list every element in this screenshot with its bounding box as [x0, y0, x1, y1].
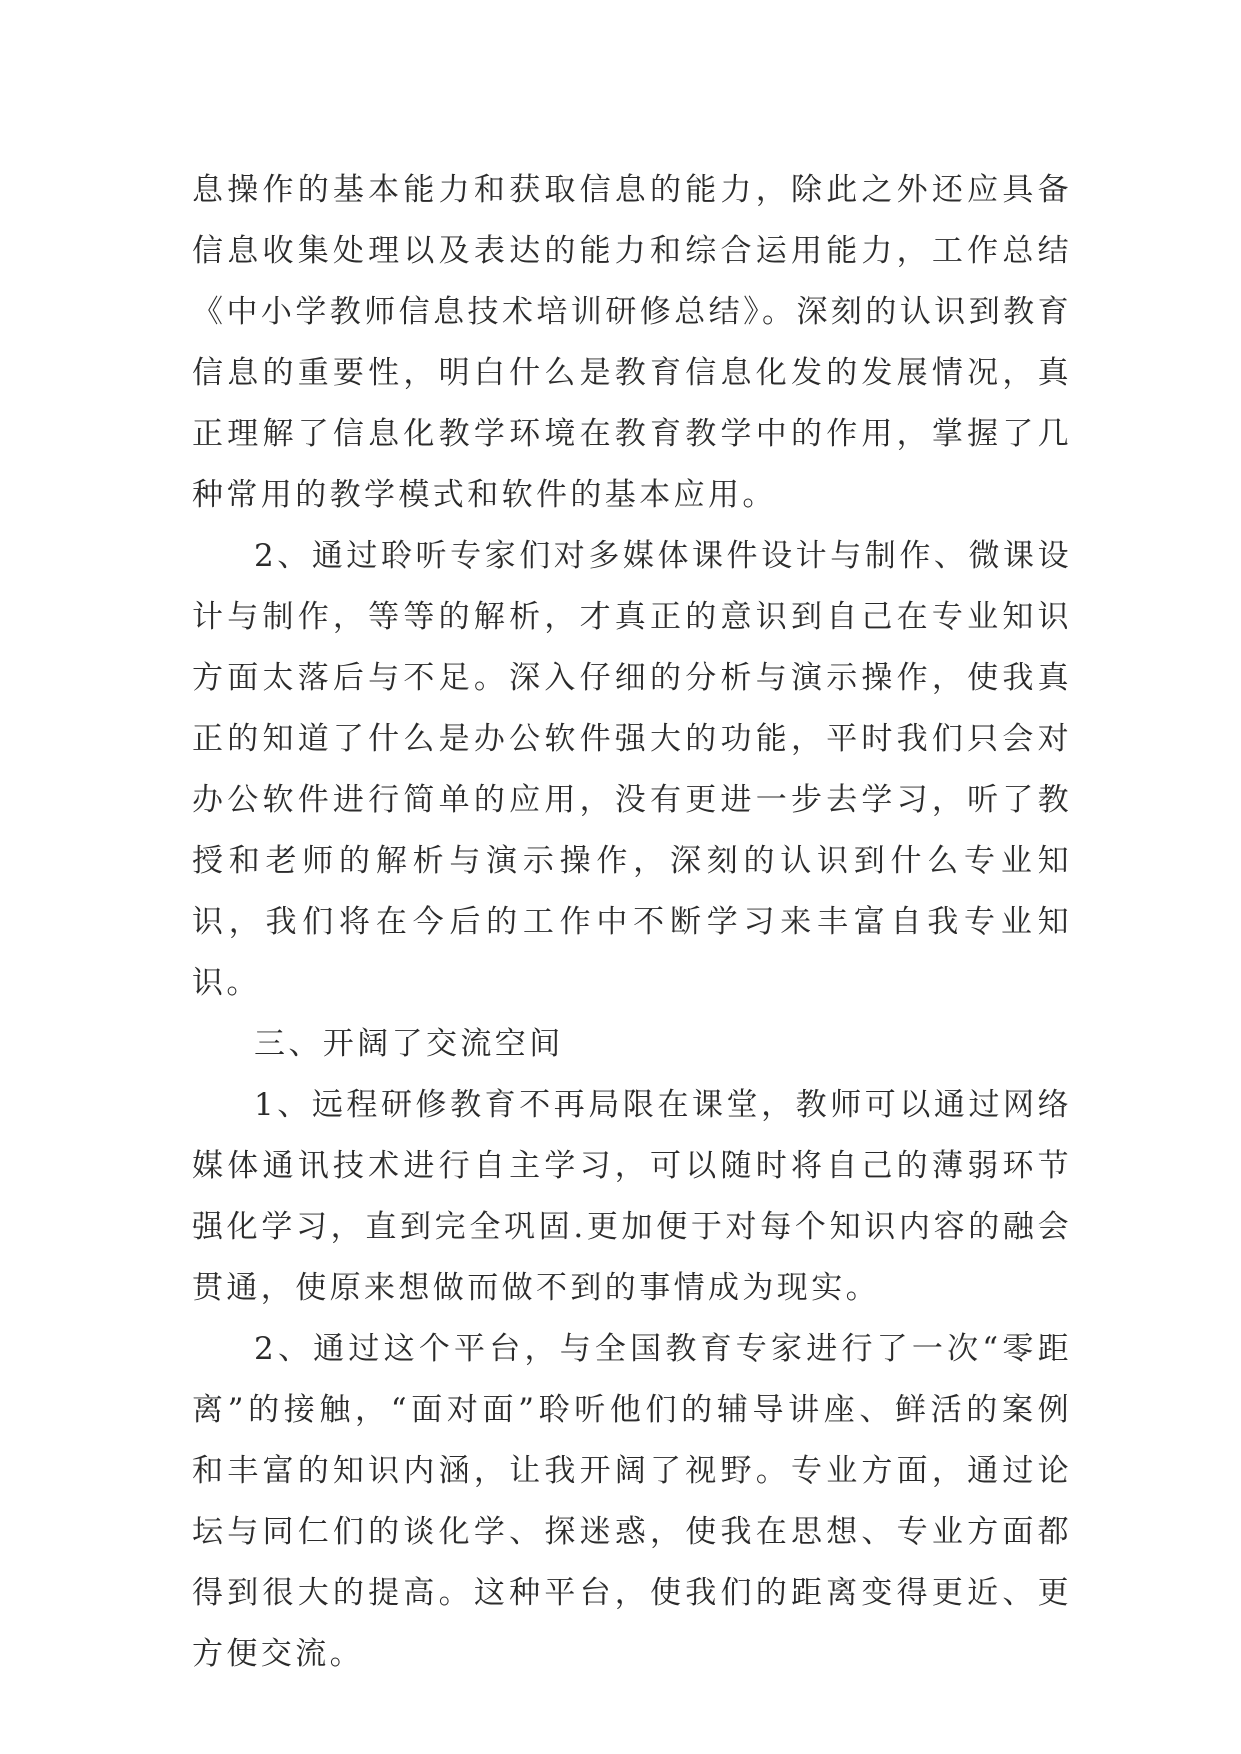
- section-heading-3: 三、开阔了交流空间: [254, 1026, 564, 1062]
- paragraph-item-2: 2、通过聆听专家们对多媒体课件设计与制作、微课设计与制作，等等的解析，才真正的意识到自己在专业知识方面太落后与不足。深入仔细的分析与演示操作，使我真正的知道了什么是办公软件强大的功能，平时我们只会对办公软件进行简单的应用，没有更进一步去学习，听了教授和老师的解析与演示操作，深刻的认识到什么专业知识，我们将在今后的工作中不断学习来丰富自我专业知识。: [192, 538, 1072, 1001]
- paragraph-item-1: 1、远程研修教育不再局限在课堂，教师可以通过网络媒体通讯技术进行自主学习，可以随时将自己的薄弱环节强化学习，直到完全巩固.更加便于对每个知识内容的融会贯通，使原来想做而做不到的事情成为现实。: [192, 1087, 1072, 1306]
- document-body: [192, 160, 1072, 1685]
- paragraph-continuation: 息操作的基本能力和获取信息的能力，除此之外还应具备信息收集处理以及表达的能力和综合运用能力，工作总结《中小学教师信息技术培训研修总结》。深刻的认识到教育信息的重要性，明白什么是教育信息化发的发展情况，真正理解了信息化教学环境在教育教学中的作用，掌握了几种常用的教学模式和软件的基本应用。: [192, 172, 1072, 513]
- paragraph-item-2-platform: 2、通过这个平台，与全国教育专家进行了一次“零距离”的接触，“面对面”聆听他们的辅导讲座、鲜活的案例和丰富的知识内涵，让我开阔了视野。专业方面，通过论坛与同仁们的谈化学、探迷惑，使我在思想、专业方面都得到很大的提高。这种平台，使我们的距离变得更近、更方便交流。: [192, 1331, 1072, 1672]
